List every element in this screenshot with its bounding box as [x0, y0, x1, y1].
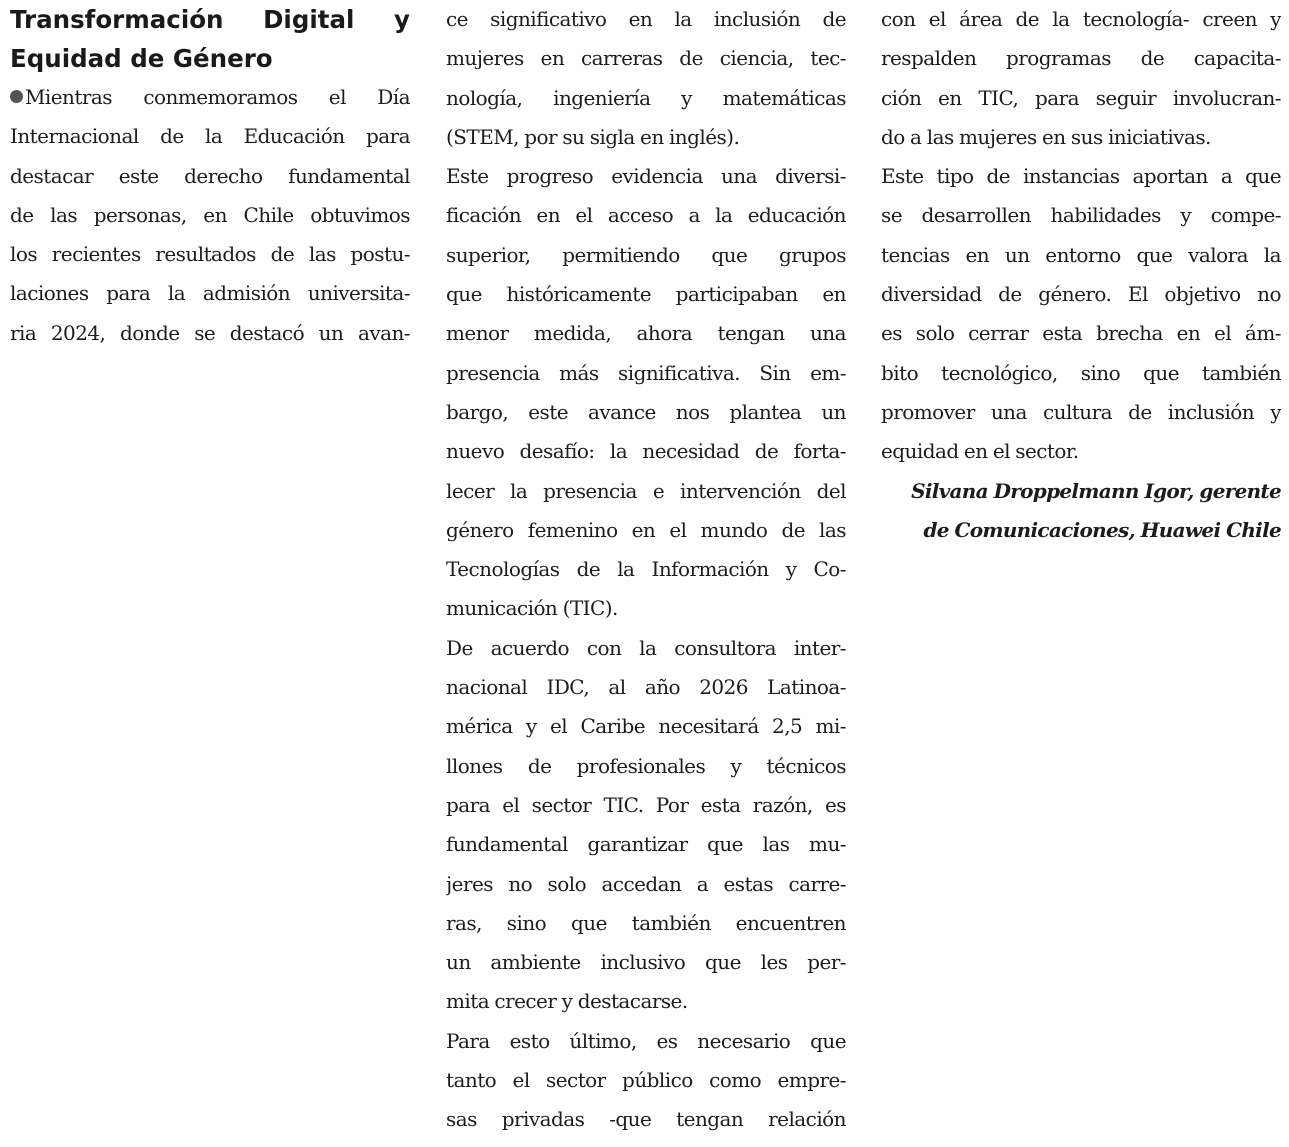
- text-line: un ambiente inclusivo que les per-: [446, 950, 846, 975]
- text-line: do a las mujeres en sus iniciativas.: [881, 124, 1211, 149]
- text-line: los recientes resultados de las postu-: [10, 242, 410, 267]
- text-line: mujeres en carreras de ciencia, tec-: [446, 46, 846, 71]
- text-line: ción en TIC, para seguir involucran-: [881, 85, 1281, 110]
- text-line: tanto el sector público como empre-: [446, 1068, 846, 1093]
- article-headline: [10, 0, 410, 78]
- text-line: mita crecer y destacarse.: [446, 989, 688, 1014]
- text-line: sas privadas -que tengan relación: [446, 1107, 846, 1132]
- text-line: lecer la presencia e intervención del: [446, 478, 846, 503]
- column-1-body: [10, 78, 410, 353]
- column-2: [446, 0, 846, 1140]
- text-line: municación (TIC).: [446, 596, 618, 621]
- text-line: de las personas, en Chile obtuvimos: [10, 202, 410, 227]
- text-line: ficación en el acceso a la educación: [446, 203, 846, 228]
- text-line: tencias en un entorno que valora la: [881, 242, 1281, 267]
- text-line: superior, permitiendo que grupos: [446, 242, 846, 267]
- text-line: destacar este derecho fundamental: [10, 163, 410, 188]
- text-line: ce significativo en la inclusión de: [446, 7, 846, 31]
- text-line: se desarrollen habilidades y compe-: [881, 203, 1281, 228]
- text-line: nología, ingeniería y matemáticas: [446, 85, 846, 110]
- text-line: presencia más significativa. Sin em-: [446, 360, 846, 385]
- text-line: nacional IDC, al año 2026 Latinoa-: [446, 675, 846, 700]
- text-line: bargo, este avance nos plantea un: [446, 399, 846, 424]
- text-line: que históricamente participaban en: [446, 282, 846, 307]
- text-line: es solo cerrar esta brecha en el ám-: [881, 321, 1281, 346]
- column-3: [881, 0, 1281, 550]
- text-line: [10, 78, 410, 117]
- text-line: ria 2024, donde se destacó un avan-: [10, 320, 410, 345]
- text-line: Este tipo de instancias aportan a que: [881, 164, 1281, 189]
- signature-line-2: de Comunicaciones, Huawei Chile: [923, 517, 1281, 542]
- text-line: laciones para la admisión universita-: [10, 281, 410, 306]
- text-line: equidad en el sector.: [881, 439, 1079, 464]
- bullet-icon: [10, 90, 23, 103]
- text-line: Este progreso evidencia una diversi-: [446, 164, 846, 189]
- text-line: con el área de la tecnología- creen y: [881, 7, 1281, 31]
- headline-line-2: Equidad de Género: [10, 44, 273, 73]
- text-line: llones de profesionales y técnicos: [446, 753, 846, 778]
- column-1: [10, 0, 410, 353]
- text-line: De acuerdo con la consultora inter-: [446, 635, 846, 660]
- text-line-content: Mientras conmemoramos el Día: [25, 85, 410, 109]
- text-line: diversidad de género. El objetivo no: [881, 282, 1281, 307]
- text-line: para el sector TIC. Por esta razón, es: [446, 792, 846, 817]
- headline-line-1: Transformación Digital y: [10, 5, 410, 34]
- author-signature: [881, 472, 1281, 550]
- text-line: promover una cultura de inclusión y: [881, 399, 1281, 424]
- signature-line-1: Silvana Droppelmann Igor, gerente: [911, 478, 1281, 503]
- text-line: (STEM, por su sigla en inglés).: [446, 124, 740, 149]
- text-line: Para esto último, es necesario que: [446, 1028, 846, 1053]
- text-line: Internacional de la Educación para: [10, 124, 410, 149]
- text-line: género femenino en el mundo de las: [446, 517, 846, 542]
- text-line: ras, sino que también encuentren: [446, 910, 846, 935]
- text-line: nuevo desafío: la necesidad de forta-: [446, 439, 846, 464]
- text-line: mérica y el Caribe necesitará 2,5 mi-: [446, 714, 846, 739]
- text-line: respalden programas de capacita-: [881, 46, 1281, 71]
- text-line: fundamental garantizar que las mu-: [446, 832, 846, 857]
- text-line: menor medida, ahora tengan una: [446, 321, 846, 346]
- text-line: jeres no solo accedan a estas carre-: [446, 871, 846, 896]
- text-line: bito tecnológico, sino que también: [881, 360, 1281, 385]
- text-line: Tecnologías de la Información y Co-: [446, 557, 846, 582]
